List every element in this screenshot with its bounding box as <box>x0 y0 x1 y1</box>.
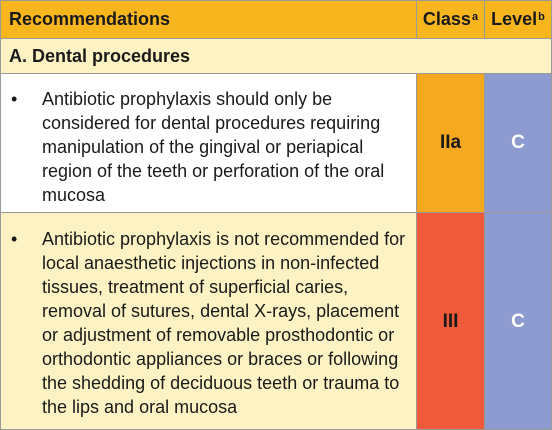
class-value: IIa <box>439 132 462 153</box>
header-recommendations <box>0 0 416 38</box>
section-row <box>0 38 552 73</box>
level-cell <box>484 73 552 212</box>
bullet-icon: • <box>11 89 18 109</box>
table-header-row <box>0 0 552 38</box>
header-class-footnote: a <box>471 10 479 23</box>
class-cell <box>416 73 484 212</box>
recommendation-text: Antibiotic prophylaxis is not recommended for local anaesthetic injections in non-infected tissues, treatment of superficial caries, removal of sutures, dental X-rays, placement or adjustment of removable prosthodontic or orthodontic appliances or braces or following the shedding of deciduous teeth or trauma to the lips and oral mucosa <box>42 229 406 417</box>
bullet-icon: • <box>11 229 18 249</box>
recommendation-cell <box>0 212 416 430</box>
header-class <box>416 0 484 38</box>
header-class-label: Class <box>422 9 471 29</box>
class-cell <box>416 212 484 430</box>
recommendation-cell <box>0 73 416 212</box>
table-row <box>0 212 552 430</box>
header-level-footnote: b <box>538 10 545 23</box>
level-value: C <box>511 132 525 153</box>
section-title: A. Dental procedures <box>9 46 191 66</box>
header-level-label: Level <box>491 9 538 29</box>
class-value: III <box>442 310 459 332</box>
level-cell <box>484 212 552 430</box>
table-row <box>0 73 552 212</box>
header-level <box>484 0 552 38</box>
header-recommendations-label: Recommendations <box>9 9 171 29</box>
recommendation-text: Antibiotic prophylaxis should only be considered for dental procedures requiring manipulation of the gingival or periapical region of the teeth or perforation of the oral mucosa <box>42 89 385 205</box>
level-value: C <box>511 310 525 332</box>
